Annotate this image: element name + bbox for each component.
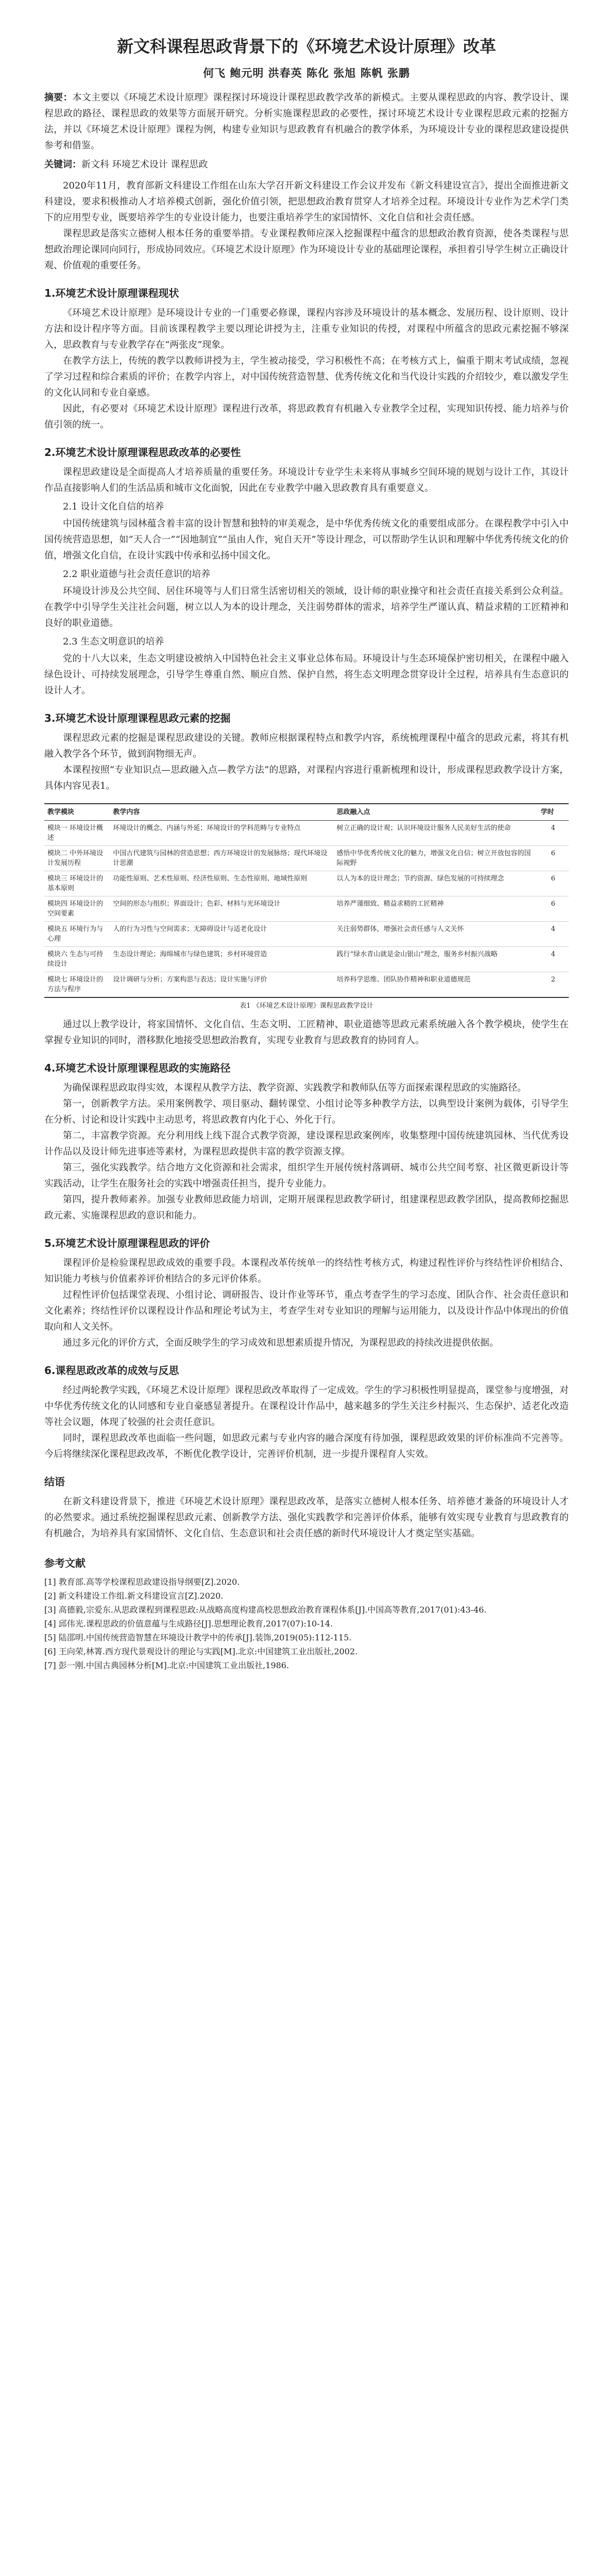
table-cell-module: 模块五 环境行为与心理 [44,922,110,947]
keywords-label: 关键词： [44,159,81,170]
reference-item: [5] 陆邵明.中国传统营造智慧在环境设计教学中的传承[J].装饰,2019(05):112-115. [44,1633,352,1642]
body-paragraph: 因此，有必要对《环境艺术设计原理》课程进行改革，将思政教育有机融入专业教学全过程，实现知识传授、能力培养与价值引领的统一。 [44,403,569,430]
abstract-label: 摘要： [44,92,73,103]
section-heading: 3.环境艺术设计原理课程思政元素的挖掘 [44,712,231,724]
body-paragraph: 课程思政建设是全面提高人才培养质量的重要任务。环境设计专业学生未来将从事城乡空间环境的规划与设计工作，其设计作品直接影响人们的生活品质和城市文化面貌，因此在专业教学中融入思政教育具有重要意义。 [44,467,569,494]
body-paragraph: 过程性评价包括课堂表现、小组讨论、调研报告、设计作业等环节，重点考查学生的学习态度、团队合作、社会责任意识和文化素养；终结性评价以课程设计作品和理论考试为主，考查学生对专业知识的理解与运用能力，以及设计作品中体现出的价值取向和人文关怀。 [44,1290,569,1332]
body-paragraph: 课程评价是检验课程思政成效的重要手段。本课程改革传统单一的终结性考核方式，构建过程性评价与终结性评价相结合、知识能力考核与价值素养评价相结合的多元评价体系。 [44,1258,569,1284]
body-paragraph: 党的十八大以来，生态文明建设被纳入中国特色社会主义事业总体布局。环境设计与生态环境保护密切相关，在课程中融入绿色设计、可持续发展理念，引导学生尊重自然、顺应自然、保护自然，将生态文明理念贯穿设计全过程，培养具有生态意识的设计人才。 [44,653,569,696]
table-cell-content: 功能性原则、艺术性原则、经济性原则、生态性原则、地域性原则 [110,871,333,896]
table-header-row [44,804,569,821]
section-heading: 4.环境艺术设计原理课程思政的实施路径 [44,1062,231,1074]
table-cell-points: 践行“绿水青山就是金山银山”理念，服务乡村振兴战略 [333,947,537,972]
body-paragraph: 为确保课程思政取得实效，本课程从教学方法、教学资源、实践教学和教师队伍等方面探索课程思政的实施路径。 [63,1082,526,1093]
section-heading: 6.课程思政改革的成效与反思 [44,1364,179,1377]
table-cell-module: 模块七 环境设计的方法与程序 [44,972,110,998]
body-paragraph: 在新文科建设背景下，推进《环境艺术设计原理》课程思政改革，是落实立德树人根本任务、培养德才兼备的环境设计人才的必然要求。通过系统挖掘课程思政元素、创新教学方法、强化实践教学和完善评价体系，能够有效实现专业教育与思政教育的有机融合，为培养具有家国情怀、文化自信、生态意识和社会责任感的新时代环境设计人才奠定坚实基础。 [44,1496,569,1539]
body-paragraph: 环境设计涉及公共空间、居住环境等与人们日常生活密切相关的领域，设计师的职业操守和社会责任直接关系到公众利益。在教学中引导学生关注社会问题，树立以人为本的设计理念，关注弱势群体的需求，培养学生严谨认真、精益求精的工匠精神和良好的职业道德。 [44,586,569,629]
body-paragraph: 中国传统建筑与园林蕴含着丰富的设计智慧和独特的审美观念，是中华优秀传统文化的重要组成部分。在课程教学中引入中国传统营造思想，如“天人合一”“因地制宜”“虽由人作，宛自天开”等设计理念，可以帮助学生认识和理解中华优秀传统文化的价值，增强文化自信，在设计实践中传承和弘扬中国文化。 [44,518,569,561]
table-cell-hours: 4 [538,947,569,972]
table-cell-content: 中国古代建筑与园林的营造思想；西方环境设计的发展脉络；现代环境设计思潮 [110,846,333,871]
table-row [44,896,569,922]
body-paragraph: 课程思政元素的挖掘是课程思政建设的关键。教师应根据课程特点和教学内容，系统梳理课程中蕴含的思政元素，将其有机融入教学各个环节，做到润物细无声。 [44,733,569,759]
subsection-heading: 2.2 职业道德与社会责任意识的培养 [63,569,211,580]
table-cell-hours: 6 [538,896,569,922]
table-cell-content: 设计调研与分析；方案构思与表达；设计实施与评价 [110,972,333,998]
abstract [44,90,569,154]
table-cell-module: 模块一 环境设计概述 [44,821,110,846]
body-paragraph: 经过两轮教学实践，《环境艺术设计原理》课程思政改革取得了一定成效。学生的学习积极性明显提高，课堂参与度增强，对中华优秀传统文化的认同感和专业自豪感显著提升。在课程设计作品中，越来越多的学生关注乡村振兴、生态保护、适老化改造等社会议题，体现了较强的社会责任意识。 [44,1385,569,1428]
table-cell-module: 模块六 生态与可持续设计 [44,947,110,972]
table-caption: 表1 《环境艺术设计原理》课程思政教学设计 [240,1002,373,1010]
section-heading: 5.环境艺术设计原理课程思政的评价 [44,1237,210,1249]
body-paragraph: 《环境艺术设计原理》是环境设计专业的一门重要必修课，课程内容涉及环境设计的基本概念、发展历程、设计原则、设计方法和设计程序等方面。目前该课程教学主要以理论讲授为主，注重专业知识的传授，对课程中所蕴含的思政元素挖掘不够深入，思政教育与专业教学存在“两张皮”现象。 [44,308,569,350]
table-cell-hours: 2 [538,972,569,998]
reference-item: [3] 高德毅,宗爱东.从思政课程到课程思政:从战略高度构建高校思想政治教育课程体系[J].中国高等教育,2017(01):43-46. [44,1605,487,1615]
reference-item: [2] 新文科建设工作组.新文科建设宣言[Z].2020. [44,1591,224,1601]
table-cell-points: 培养严谨细致、精益求精的工匠精神 [333,896,537,922]
author-list: 何飞 鲍元明 洪春英 陈化 张旭 陈帆 张鹏 [203,66,410,79]
table-cell-module: 模块二 中外环境设计发展历程 [44,846,110,871]
table-cell-content: 空间的形态与组织；界面设计；色彩、材料与光环境设计 [110,896,333,922]
reference-item: [6] 王向荣,林箐.西方现代景观设计的理论与实践[M].北京:中国建筑工业出版社,2002. [44,1647,358,1656]
body-paragraph: 第一，创新教学方法。采用案例教学、项目驱动、翻转课堂、小组讨论等多种教学方法，以典型设计案例为载体，引导学生在分析、讨论和设计实践中主动思考，将思政教育内化于心、外化于行。 [44,1098,569,1125]
table-row [44,821,569,846]
table-cell-points: 树立正确的设计观；认识环境设计服务人民美好生活的使命 [333,821,537,846]
body-paragraph: 通过以上教学设计，将家国情怀、文化自信、生态文明、工匠精神、职业道德等思政元素系统融入各个教学模块，使学生在掌握专业知识的同时，潜移默化地接受思想政治教育，实现专业教育与思政教育的协同育人。 [44,1019,569,1046]
table-cell-content: 生态设计理论；海绵城市与绿色建筑；乡村环境营造 [110,947,333,972]
body-paragraph: 通过多元化的评价方式，全面反映学生的学习成效和思想素质提升情况，为课程思政的持续改进提供依据。 [63,1337,499,1348]
course-design-table-wrap [44,803,569,1011]
body-paragraph: 第二，丰富教学资源。充分利用线上线下混合式教学资源，建设课程思政案例库，收集整理中国传统建筑园林、当代优秀设计作品以及设计师先进事迹等素材，为课程思政提供丰富的教学资源支撑。 [44,1130,569,1157]
keywords [44,157,569,173]
abstract-text: 本文主要以《环境艺术设计原理》课程探讨环境设计课程思政教学改革的新模式。主要从课程思政的内容、教学设计、课程思政的路径、课程思政的效果等方面展开研究。分析实施课程思政的必要性，探讨环境艺术设计专业课程思政元素的挖掘方法，并以《环境艺术设计原理》课程为例，构建专业知识与思政教育有机融合的教学体系，为环境设计专业的课程思政建设提供参考和借鉴。 [44,92,569,151]
table-cell-content: 环境设计的概念、内涵与外延；环境设计的学科范畴与专业特点 [110,821,333,846]
table-cell-module: 模块四 环境设计的空间要素 [44,896,110,922]
table-cell-hours: 6 [538,846,569,871]
table-row [44,871,569,896]
table-cell-points: 感悟中华优秀传统文化的魅力，增强文化自信；树立开放包容的国际视野 [333,846,537,871]
table-cell-module: 模块三 环境设计的基本原则 [44,871,110,896]
table-cell-hours: 4 [538,922,569,947]
reference-item: [4] 邱伟光.课程思政的价值意蕴与生成路径[J].思想理论教育,2017(07):10-14. [44,1619,333,1629]
table-row [44,972,569,998]
intro-paragraph: 课程思政是落实立德树人根本任务的重要举措。专业课程教师应深入挖掘课程中蕴含的思想政治教育资源，使各类课程与思想政治理论课同向同行，形成协同效应。《环境艺术设计原理》作为环境设计专业的基础理论课程，承担着引导学生树立正确设计观、价值观的重要任务。 [44,228,569,271]
table-header-cell: 学时 [538,804,569,821]
section-heading: 1.环境艺术设计原理课程现状 [44,287,179,299]
reference-item: [1] 教育部.高等学校课程思政建设指导纲要[Z].2020. [44,1577,240,1587]
table-row [44,846,569,871]
course-design-table [44,803,569,998]
table-header-cell: 思政融入点 [333,804,537,821]
body-paragraph: 在教学方法上，传统的教学以教师讲授为主，学生被动接受，学习积极性不高；在考核方式上，偏重于期末考试成绩，忽视了学习过程和综合素质的评价；在教学内容上，对中国传统营造智慧、优秀传统文化和当代设计实践的介绍较少，难以激发学生的文化认同和专业自豪感。 [44,355,569,398]
table-cell-content: 人的行为习性与空间需求；无障碍设计与适老化设计 [110,922,333,947]
body-paragraph: 第三，强化实践教学。结合地方文化资源和社会需求，组织学生开展传统村落调研、城市公共空间考察、社区微更新设计等实践活动，让学生在服务社会的实践中增强责任担当，提升专业能力。 [44,1162,569,1189]
table-cell-hours: 6 [538,871,569,896]
references-heading: 参考文献 [44,1557,86,1569]
table-cell-points: 关注弱势群体，增强社会责任感与人文关怀 [333,922,537,947]
section-heading: 2.环境艺术设计原理课程思政改革的必要性 [44,446,241,459]
intro-paragraph: 2020年11月，教育部新文科建设工作组在山东大学召开新文科建设工作会议并发布《新文科建设宣言》，提出全面推进新文科建设，要求积极推动人才培养模式创新，强化价值引领，把思想政治教育贯穿人才培养全过程。环境设计专业作为艺术学门类下的应用型专业，既要培养学生的专业设计能力，也要注重培养学生的家国情怀、文化自信和社会责任感。 [44,180,569,223]
table-row [44,922,569,947]
table-header-cell: 教学内容 [110,804,333,821]
body-paragraph: 本课程按照“专业知识点—思政融入点—教学方法”的思路，对课程内容进行重新梳理和设计，形成课程思政教学设计方案，具体内容见表1。 [44,765,569,791]
table-row [44,947,569,972]
body-paragraph: 第四，提升教师素养。加强专业教师思政能力培训，定期开展课程思政教学研讨，组建课程思政教学团队，提高教师挖掘思政元素、实施课程思政的意识和能力。 [44,1194,569,1221]
keywords-text: 新文科 环境艺术设计 课程思政 [81,159,208,170]
table-cell-hours: 4 [538,821,569,846]
section-heading: 结语 [44,1476,65,1488]
table-cell-points: 培养科学思维、团队协作精神和职业道德规范 [333,972,537,998]
reference-item: [7] 彭一刚.中国古典园林分析[M].北京:中国建筑工业出版社,1986. [44,1660,290,1670]
table-cell-points: 以人为本的设计理念；节约资源、绿色发展的可持续理念 [333,871,537,896]
subsection-heading: 2.1 设计文化自信的培养 [63,501,164,512]
subsection-heading: 2.3 生态文明意识的培养 [63,636,164,647]
body-paragraph: 同时，课程思政改革也面临一些问题，如思政元素与专业内容的融合深度有待加强，课程思政效果的评价标准尚不完善等。今后将继续深化课程思政改革，不断优化教学设计，完善评价机制，进一步提升课程育人实效。 [44,1433,569,1460]
paper-title: 新文科课程思政背景下的《环境艺术设计原理》改革 [116,37,496,56]
table-header-cell: 教学模块 [44,804,110,821]
